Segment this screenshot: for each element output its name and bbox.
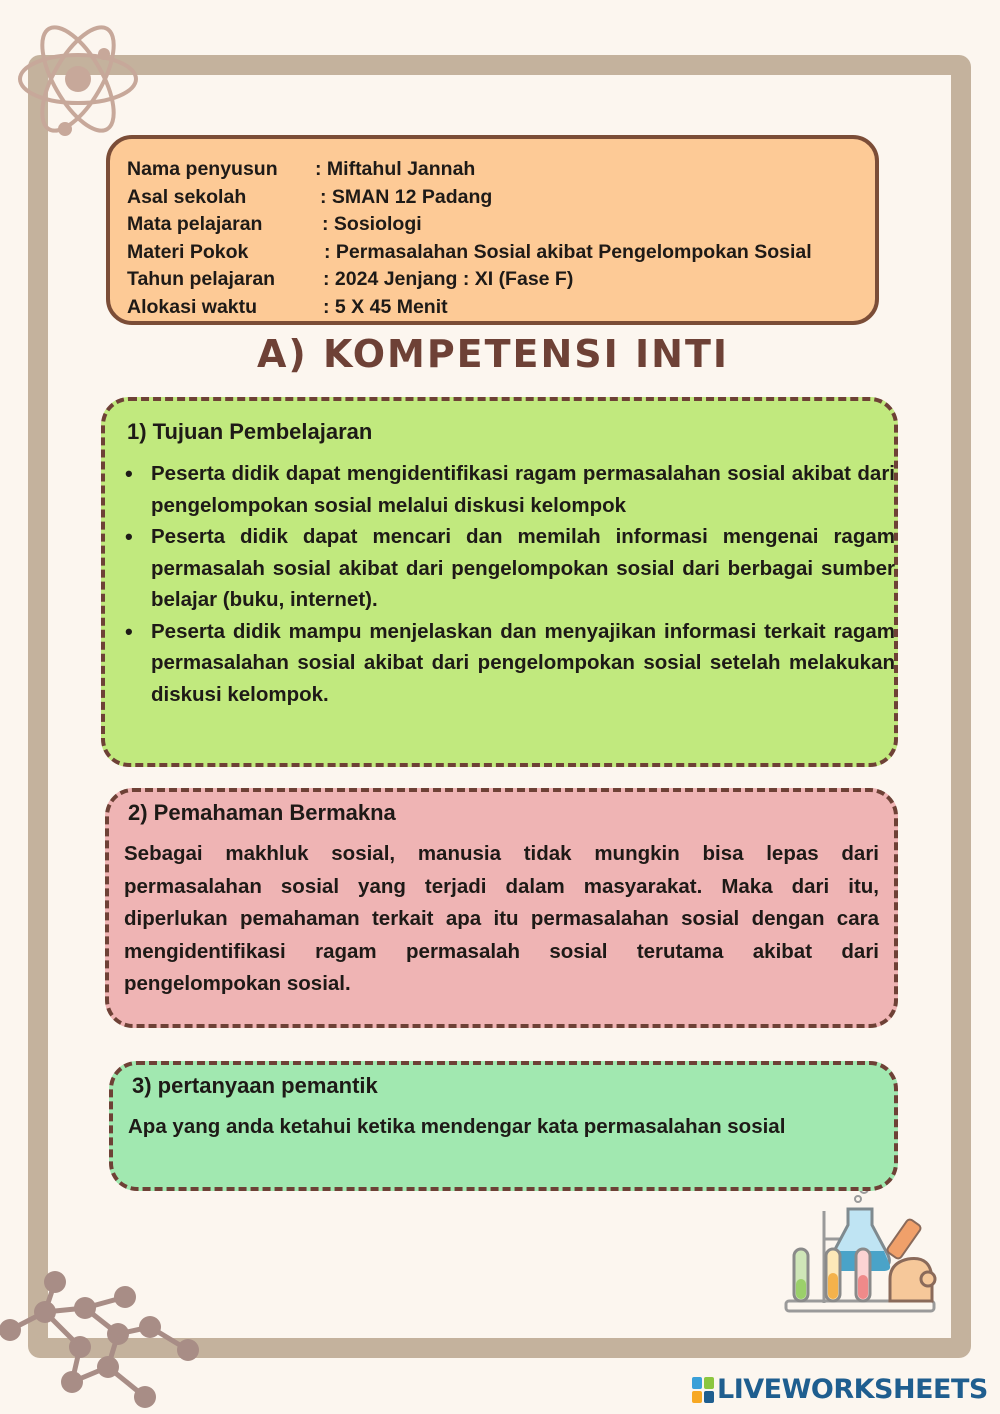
section-title: A) KOMPETENSI INTI: [256, 332, 730, 376]
identity-label: Nama penyusun: [127, 158, 278, 180]
identity-label: Materi Pokok: [127, 240, 249, 263]
identity-value: : Miftahul Jannah: [315, 158, 476, 180]
identity-label: Alokasi waktu: [127, 295, 258, 318]
card-body: Sebagai makhluk sosial, manusia tidak mungkin bisa lepas dari permasalahan sosial yang terjadi dalam masyarakat. Maka dari itu, diperlukan pemahaman terkait apa itu permasalahan sosial dengan cara mengidentifikasi ragam permasalah sosial terutama akibat dari pengelompokan sosial.: [124, 842, 879, 995]
atom-icon: [12, 18, 144, 140]
list-item: • Peserta didik dapat mengidentifikasi ragam permasalahan sosial akibat dari pengelompokan sosial melalui diskusi kelompok: [151, 458, 895, 521]
identity-row: [127, 211, 875, 239]
goal-list: [151, 458, 895, 710]
card-heading: 1) Tujuan Pembelajaran: [127, 419, 373, 444]
identity-label: Asal sekolah: [127, 185, 247, 208]
identity-row: [127, 294, 875, 322]
identity-value: : 2024 Jenjang : XI (Fase F): [323, 268, 574, 291]
learning-goals-card: [101, 397, 898, 767]
identity-box: [106, 135, 879, 325]
liveworksheets-logo[interactable]: [692, 1374, 988, 1405]
identity-label: Mata pelajaran: [127, 213, 263, 236]
card-body: Apa yang anda ketahui ketika mendengar kata permasalahan sosial: [128, 1115, 786, 1138]
list-item: • Peserta didik mampu menjelaskan dan menyajikan informasi terkait ragam permasalahan sosial akibat dari pengelompokan sosial setelah melakukan diskusi kelompok.: [151, 616, 895, 711]
identity-row: [127, 156, 875, 184]
identity-value: : SMAN 12 Padang: [320, 185, 493, 208]
card-heading: 3) pertanyaan pemantik: [132, 1073, 378, 1098]
list-item: • Peserta didik dapat mencari dan memilah informasi mengenai ragam permasalah sosial akibat dari pengelompokan sosial dari berbagai sumber belajar (buku, internet).: [151, 521, 895, 616]
liveworksheets-mark-icon: [692, 1377, 714, 1403]
molecule-icon: [0, 1262, 210, 1414]
identity-row: [127, 239, 875, 267]
meaningful-understanding-card: [105, 788, 898, 1028]
identity-row: [127, 184, 875, 212]
trigger-question-card: [109, 1061, 898, 1191]
identity-value: : 5 X 45 Menit: [323, 295, 448, 318]
liveworksheets-brand: LIVEWORKSHEETS: [717, 1374, 988, 1405]
identity-value: : Permasalahan Sosial akibat Pengelompokan Sosial: [324, 240, 812, 263]
identity-row: [127, 266, 875, 294]
identity-value: : Sosiologi: [322, 213, 422, 236]
card-heading: 2) Pemahaman Bermakna: [128, 800, 396, 825]
lab-equipment-icon: [778, 1183, 946, 1333]
identity-label: Tahun pelajaran: [127, 268, 276, 291]
